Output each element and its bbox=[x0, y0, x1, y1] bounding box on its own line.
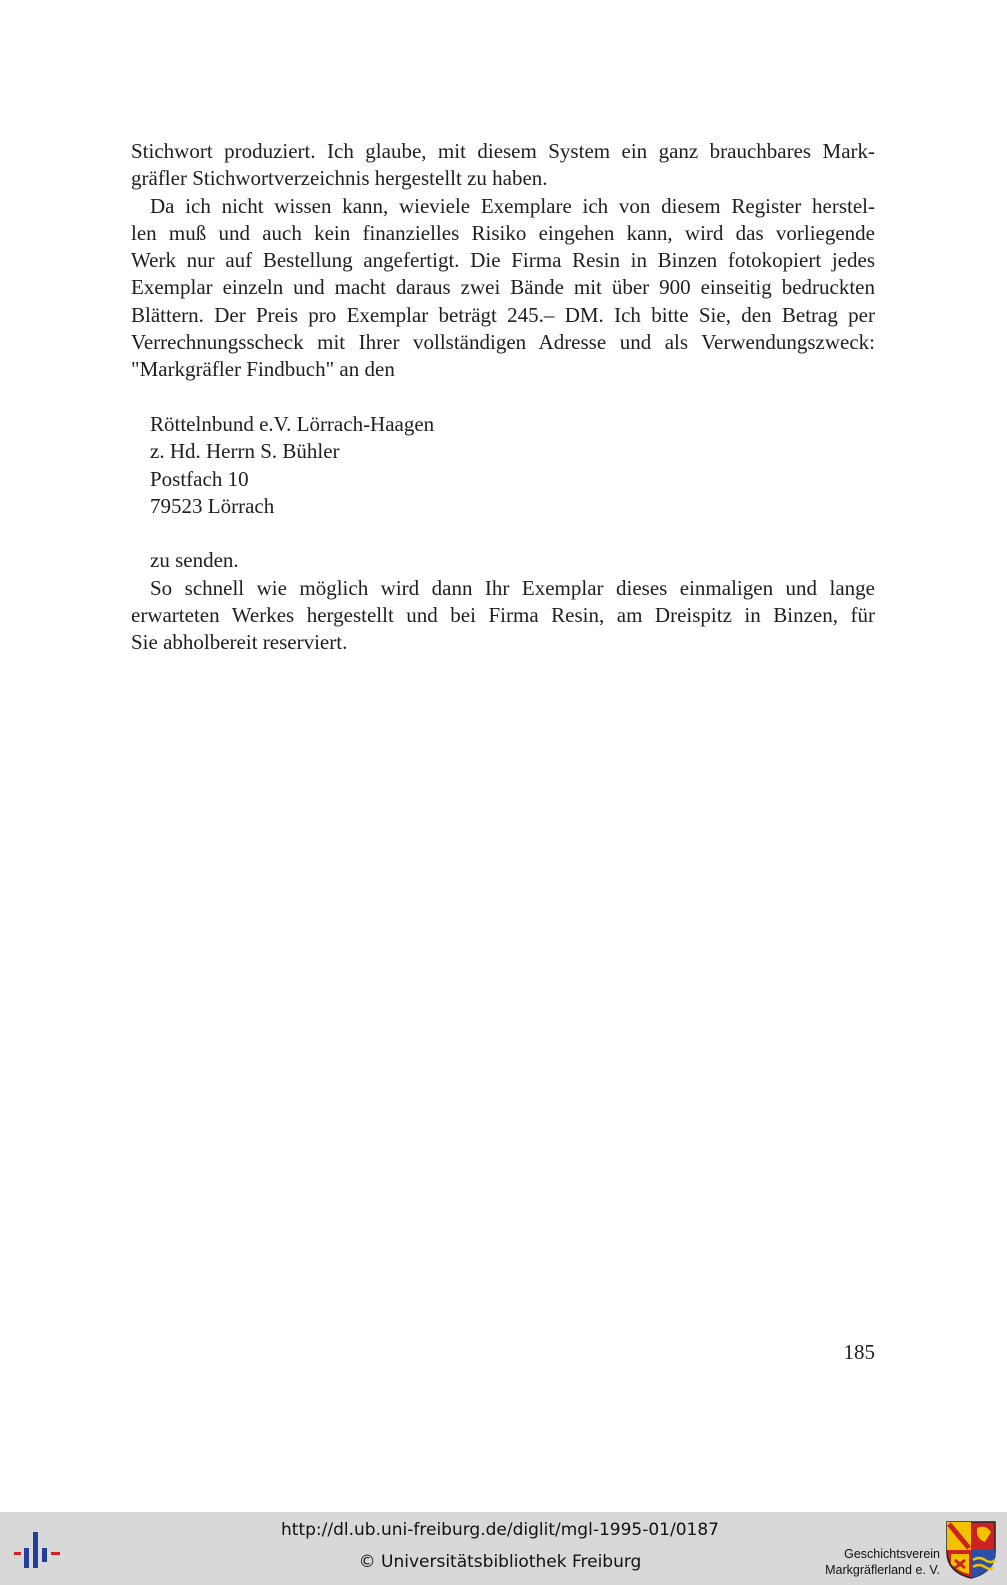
text-line: gräfler Stichwortverzeichnis hergestellt zu haben. bbox=[131, 166, 548, 191]
text-line: Verrechnungsscheck mit Ihrer vollständigen Adresse und als Verwendungszweck: bbox=[131, 330, 875, 355]
paragraph-2 bbox=[131, 193, 875, 384]
society-name-line: Geschichtsverein bbox=[844, 1547, 940, 1561]
address-line: z. Hd. Herrn S. Bühler bbox=[150, 439, 340, 464]
paragraph-3: zu senden. bbox=[150, 548, 239, 573]
society-name-line: Markgräflerland e. V. bbox=[825, 1563, 940, 1577]
text-line: Exemplar einzeln und macht daraus zwei Bände mit über 900 einseitig bedruckten bbox=[131, 275, 875, 300]
paragraph-1 bbox=[131, 138, 875, 193]
footer-bar bbox=[0, 1512, 1007, 1585]
text-line: Blättern. Der Preis pro Exemplar beträgt 245.– DM. Ich bitte Sie, den Betrag per bbox=[131, 302, 875, 327]
coat-of-arms-icon bbox=[945, 1520, 997, 1580]
address-line: Postfach 10 bbox=[150, 466, 249, 491]
mailing-address bbox=[131, 411, 875, 520]
text-line: erwarteten Werkes hergestellt und bei Firma Resin, am Dreispitz in Binzen, für bbox=[131, 603, 875, 628]
body-text bbox=[131, 138, 875, 657]
page-number: 185 bbox=[843, 1340, 875, 1364]
ub-freiburg-logo-icon bbox=[14, 1530, 64, 1570]
text-line: "Markgräfler Findbuch" an den bbox=[131, 357, 395, 382]
source-url-link[interactable]: http://dl.ub.uni-freiburg.de/diglit/mgl-1995-01/0187 bbox=[281, 1520, 719, 1540]
text-line: Sie abholbereit reserviert. bbox=[131, 630, 348, 655]
text-line: Da ich nicht wissen kann, wieviele Exemplare ich von diesem Register herstel- bbox=[150, 193, 875, 218]
address-line: Röttelnbund e.V. Lörrach-Haagen bbox=[150, 411, 435, 436]
text-line: So schnell wie möglich wird dann Ihr Exemplar dieses einmaligen und lange bbox=[150, 575, 875, 600]
copyright-notice: © Universitätsbibliothek Freiburg bbox=[358, 1552, 642, 1572]
text-line: len muß und auch kein finanzielles Risiko eingehen kann, wird das vorliegende bbox=[131, 220, 875, 245]
paragraph-4 bbox=[131, 575, 875, 657]
address-line: 79523 Lörrach bbox=[150, 493, 275, 518]
society-name bbox=[780, 1546, 940, 1578]
text-line: Werk nur auf Bestellung angefertigt. Die Firma Resin in Binzen fotokopiert jedes bbox=[131, 248, 875, 273]
text-line: Stichwort produziert. Ich glaube, mit diesem System ein ganz brauchbares Mark- bbox=[131, 139, 875, 163]
